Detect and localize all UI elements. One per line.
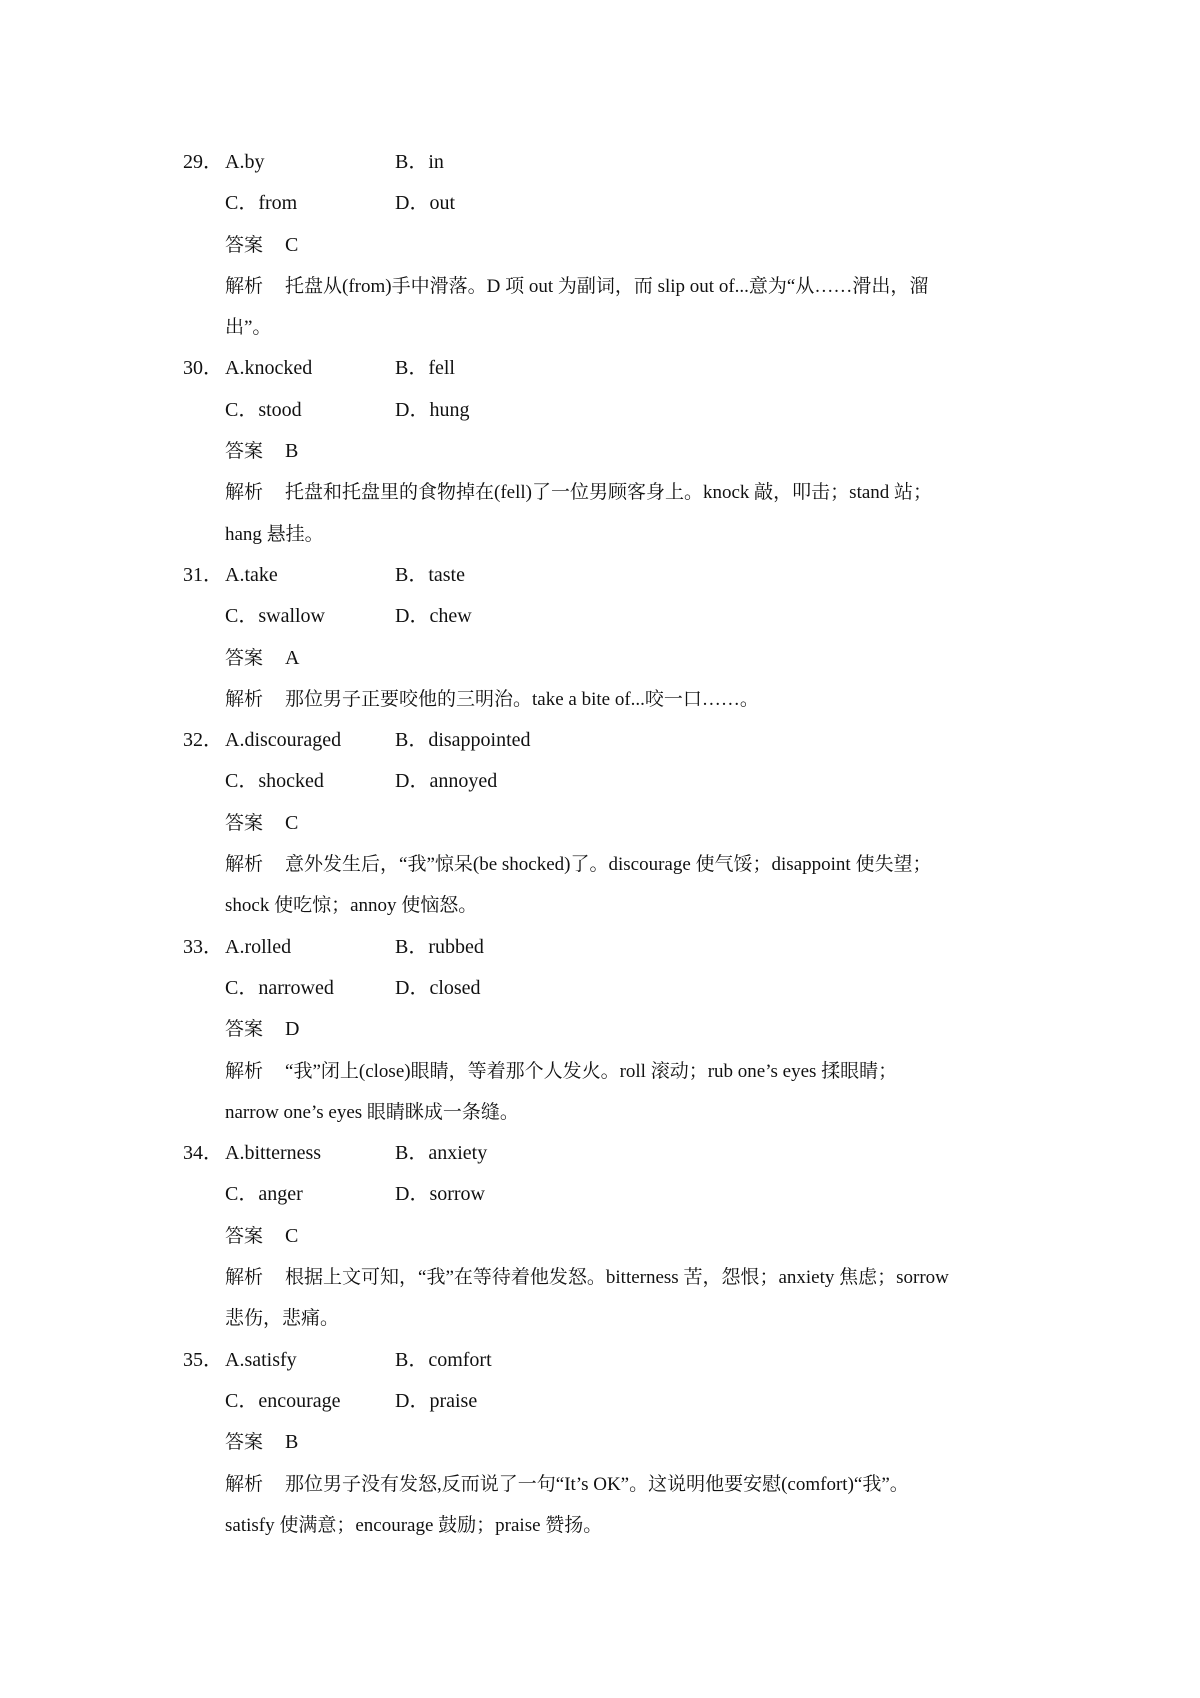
- analysis-text: 托盘从(from)手中滑落。D 项 out 为副词，而 slip out of...意为“从……滑出，溜: [285, 275, 929, 297]
- question-block: [183, 142, 1043, 348]
- options-row-1: [183, 927, 1043, 968]
- option-a: A.rolled: [225, 935, 292, 958]
- answer-row: [183, 1009, 1043, 1050]
- answer-row: [183, 638, 1043, 679]
- question-number: 34．: [183, 1142, 223, 1165]
- option-a: A.knocked: [225, 357, 313, 380]
- answer-label: 答案: [225, 440, 264, 463]
- option-a: A.take: [225, 563, 278, 586]
- analysis-row: [183, 679, 1043, 720]
- answer-value: B: [285, 1431, 299, 1454]
- answer-label: 答案: [225, 646, 264, 669]
- analysis-label: 解析: [225, 1059, 264, 1082]
- answer-row: [183, 431, 1043, 472]
- question-number: 32．: [183, 729, 223, 752]
- analysis-row: [183, 1298, 1043, 1339]
- analysis-row: [183, 307, 1043, 348]
- options-row-2: [183, 596, 1043, 637]
- answer-row: [183, 225, 1043, 266]
- option-d: D．praise: [395, 1389, 478, 1412]
- answer-value: B: [285, 440, 299, 463]
- analysis-text: 托盘和托盘里的食物掉在(fell)了一位男顾客身上。knock 敲，叩击；stand 站；: [285, 482, 933, 504]
- option-b: B．fell: [395, 357, 455, 380]
- option-d: D．chew: [395, 605, 472, 628]
- analysis-label: 解析: [225, 274, 264, 297]
- analysis-row: [183, 1092, 1043, 1133]
- question-block: [183, 1133, 1043, 1339]
- answer-label: 答案: [225, 1018, 264, 1041]
- analysis-text: 悲伤，悲痛。: [225, 1308, 340, 1330]
- analysis-row: [183, 1051, 1043, 1092]
- question-block: [183, 1340, 1043, 1546]
- answer-label: 答案: [225, 1224, 264, 1247]
- analysis-text: shock 使吃惊；annoy 使恼怒。: [225, 895, 478, 917]
- question-block: [183, 720, 1043, 926]
- analysis-text: hang 悬挂。: [225, 523, 324, 545]
- option-c: C．anger: [225, 1183, 303, 1206]
- options-row-1: [183, 348, 1043, 389]
- option-d: D．out: [395, 192, 455, 215]
- analysis-row: [183, 1464, 1043, 1505]
- analysis-row: [183, 885, 1043, 926]
- option-a: A.discouraged: [225, 729, 342, 752]
- option-b: B．rubbed: [395, 935, 484, 958]
- question-block: [183, 348, 1043, 554]
- options-row-2: [183, 1381, 1043, 1422]
- analysis-row: [183, 266, 1043, 307]
- question-number: 30．: [183, 357, 223, 380]
- answer-row: [183, 1216, 1043, 1257]
- analysis-row: [183, 844, 1043, 885]
- option-d: D．annoyed: [395, 770, 498, 793]
- options-row-2: [183, 968, 1043, 1009]
- answer-label: 答案: [225, 1431, 264, 1454]
- option-a: A.satisfy: [225, 1348, 297, 1371]
- option-d: D．hung: [395, 398, 470, 421]
- analysis-row: [183, 514, 1043, 555]
- analysis-label: 解析: [225, 853, 264, 876]
- question-number: 31．: [183, 563, 223, 586]
- option-a: A.bitterness: [225, 1142, 322, 1165]
- answer-value: C: [285, 233, 299, 256]
- analysis-row: [183, 1257, 1043, 1298]
- options-row-2: [183, 390, 1043, 431]
- option-c: C．narrowed: [225, 976, 334, 999]
- analysis-text: 那位男子正要咬他的三明治。take a bite of...咬一口……。: [285, 688, 759, 710]
- option-b: B．disappointed: [395, 729, 531, 752]
- options-row-2: [183, 761, 1043, 802]
- answer-label: 答案: [225, 811, 264, 834]
- option-c: C．shocked: [225, 770, 324, 793]
- option-b: B．comfort: [395, 1348, 492, 1371]
- analysis-text: 那位男子没有发怒,反而说了一句“It’s OK”。这说明他要安慰(comfort)“我”。: [285, 1473, 909, 1495]
- analysis-label: 解析: [225, 1472, 264, 1495]
- options-row-2: [183, 1174, 1043, 1215]
- option-d: D．closed: [395, 976, 481, 999]
- question-block: [183, 927, 1043, 1133]
- options-row-1: [183, 1340, 1043, 1381]
- answer-value: C: [285, 1224, 299, 1247]
- analysis-label: 解析: [225, 481, 264, 504]
- analysis-text: satisfy 使满意；encourage 鼓励；praise 赞扬。: [225, 1514, 603, 1536]
- options-row-1: [183, 1133, 1043, 1174]
- answer-value: A: [285, 646, 300, 669]
- answer-value: C: [285, 811, 299, 834]
- analysis-label: 解析: [225, 687, 264, 710]
- analysis-text: 意外发生后，“我”惊呆(be shocked)了。discourage 使气馁；disappoint 使失望；: [285, 854, 932, 876]
- answer-row: [183, 803, 1043, 844]
- analysis-row: [183, 472, 1043, 513]
- answer-value: D: [285, 1018, 300, 1041]
- option-b: B．anxiety: [395, 1142, 488, 1165]
- analysis-text: narrow one’s eyes 眼睛眯成一条缝。: [225, 1101, 519, 1123]
- question-block: [183, 555, 1043, 720]
- options-row-1: [183, 555, 1043, 596]
- option-b: B．taste: [395, 563, 465, 586]
- analysis-label: 解析: [225, 1266, 264, 1289]
- options-row-2: [183, 183, 1043, 224]
- option-c: C．swallow: [225, 605, 325, 628]
- options-row-1: [183, 720, 1043, 761]
- question-number: 29．: [183, 151, 223, 173]
- answer-row: [183, 1422, 1043, 1463]
- question-number: 35．: [183, 1348, 223, 1371]
- option-c: C．from: [225, 192, 298, 215]
- analysis-text: 出”。: [225, 317, 272, 339]
- option-c: C．encourage: [225, 1389, 341, 1412]
- option-c: C．stood: [225, 398, 302, 421]
- document-body: [183, 142, 1043, 1546]
- option-b: B．in: [395, 151, 444, 173]
- option-a: A.by: [225, 151, 265, 173]
- answer-label: 答案: [225, 233, 264, 256]
- analysis-text: “我”闭上(close)眼睛，等着那个人发火。roll 滚动；rub one’s eyes 揉眼睛；: [285, 1060, 898, 1082]
- option-d: D．sorrow: [395, 1183, 485, 1206]
- question-number: 33．: [183, 935, 223, 958]
- analysis-row: [183, 1505, 1043, 1546]
- options-row-1: [183, 142, 1043, 183]
- analysis-text: 根据上文可知，“我”在等待着他发怒。bitterness 苦，怨恨；anxiety 焦虑；sorrow: [285, 1267, 949, 1289]
